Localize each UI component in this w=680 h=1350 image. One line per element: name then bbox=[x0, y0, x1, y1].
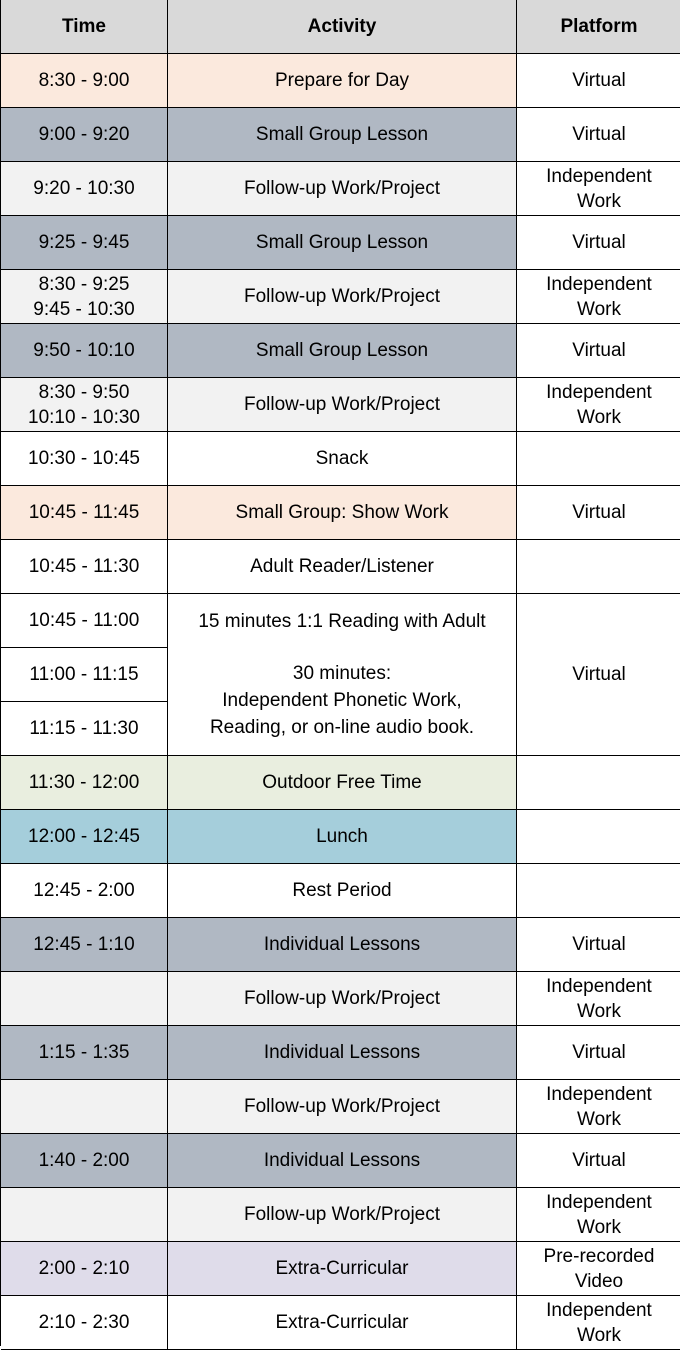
header-activity: Activity bbox=[168, 0, 517, 54]
time-cell: 11:15 - 11:30 bbox=[1, 702, 168, 756]
platform-cell: Independent Work bbox=[517, 1188, 680, 1242]
reading-activity-cell bbox=[168, 594, 517, 756]
time-cell: 1:15 - 1:35 bbox=[1, 1026, 168, 1080]
time-cell: 10:30 - 10:45 bbox=[1, 432, 168, 486]
time-cell: 9:00 - 9:20 bbox=[1, 108, 168, 162]
activity-cell: Lunch bbox=[168, 810, 517, 864]
time-cell bbox=[1, 1080, 168, 1134]
platform-cell bbox=[517, 540, 680, 594]
time-cell: 1:40 - 2:00 bbox=[1, 1134, 168, 1188]
header-platform: Platform bbox=[517, 0, 680, 54]
platform-cell: Virtual bbox=[517, 594, 680, 756]
activity-cell: Outdoor Free Time bbox=[168, 756, 517, 810]
platform-cell bbox=[517, 864, 680, 918]
activity-cell: Rest Period bbox=[168, 864, 517, 918]
time-cell: 9:50 - 10:10 bbox=[1, 324, 168, 378]
time-cell: 9:25 - 9:45 bbox=[1, 216, 168, 270]
platform-cell: Virtual bbox=[517, 918, 680, 972]
activity-cell: Small Group Lesson bbox=[168, 324, 517, 378]
activity-cell: Small Group: Show Work bbox=[168, 486, 517, 540]
time-cell: 10:45 - 11:00 bbox=[1, 594, 168, 648]
platform-cell: Virtual bbox=[517, 486, 680, 540]
time-cell: 2:10 - 2:30 bbox=[1, 1296, 168, 1350]
platform-cell: Virtual bbox=[517, 324, 680, 378]
activity-cell: Follow-up Work/Project bbox=[168, 1188, 517, 1242]
platform-cell bbox=[517, 432, 680, 486]
platform-cell: Independent Work bbox=[517, 378, 680, 432]
time-cell: 12:00 - 12:45 bbox=[1, 810, 168, 864]
activity-cell: Snack bbox=[168, 432, 517, 486]
platform-cell: Virtual bbox=[517, 108, 680, 162]
platform-cell: Independent Work bbox=[517, 1296, 680, 1350]
reading-activity-line: Reading, or on-line audio book. bbox=[209, 717, 475, 738]
activity-cell: Prepare for Day bbox=[168, 54, 517, 108]
time-cell: 2:00 - 2:10 bbox=[1, 1242, 168, 1296]
activity-cell: Follow-up Work/Project bbox=[168, 972, 517, 1026]
platform-cell: Independent Work bbox=[517, 972, 680, 1026]
platform-cell: Virtual bbox=[517, 1134, 680, 1188]
reading-activity-line: 15 minutes 1:1 Reading with Adult bbox=[198, 611, 486, 632]
time-cell: 12:45 - 2:00 bbox=[1, 864, 168, 918]
time-cell: 9:20 - 10:30 bbox=[1, 162, 168, 216]
platform-cell: Virtual bbox=[517, 54, 680, 108]
platform-cell bbox=[517, 756, 680, 810]
platform-cell: Independent Work bbox=[517, 1080, 680, 1134]
reading-activity-line: Independent Phonetic Work, bbox=[222, 690, 462, 711]
activity-cell: Follow-up Work/Project bbox=[168, 1080, 517, 1134]
time-cell: 8:30 - 9:50 10:10 - 10:30 bbox=[1, 378, 168, 432]
activity-cell: Adult Reader/Listener bbox=[168, 540, 517, 594]
time-cell bbox=[1, 972, 168, 1026]
activity-cell: Small Group Lesson bbox=[168, 108, 517, 162]
activity-cell: Extra-Curricular bbox=[168, 1242, 517, 1296]
time-cell: 10:45 - 11:30 bbox=[1, 540, 168, 594]
time-cell: 8:30 - 9:00 bbox=[1, 54, 168, 108]
platform-cell: Independent Work bbox=[517, 270, 680, 324]
activity-cell: Extra-Curricular bbox=[168, 1296, 517, 1350]
time-cell: 10:45 - 11:45 bbox=[1, 486, 168, 540]
time-cell bbox=[1, 1188, 168, 1242]
time-cell: 8:30 - 9:25 9:45 - 10:30 bbox=[1, 270, 168, 324]
time-cell: 11:00 - 11:15 bbox=[1, 648, 168, 702]
activity-cell: Small Group Lesson bbox=[168, 216, 517, 270]
activity-cell: Follow-up Work/Project bbox=[168, 162, 517, 216]
platform-cell: Pre-recorded Video bbox=[517, 1242, 680, 1296]
activity-cell: Individual Lessons bbox=[168, 1026, 517, 1080]
platform-cell bbox=[517, 810, 680, 864]
activity-cell: Individual Lessons bbox=[168, 1134, 517, 1188]
platform-cell: Virtual bbox=[517, 1026, 680, 1080]
platform-cell: Independent Work bbox=[517, 162, 680, 216]
activity-cell: Follow-up Work/Project bbox=[168, 378, 517, 432]
reading-activity-line: 30 minutes: bbox=[292, 663, 392, 684]
header-time: Time bbox=[1, 0, 168, 54]
time-cell: 12:45 - 1:10 bbox=[1, 918, 168, 972]
activity-cell: Individual Lessons bbox=[168, 918, 517, 972]
time-cell: 11:30 - 12:00 bbox=[1, 756, 168, 810]
activity-cell: Follow-up Work/Project bbox=[168, 270, 517, 324]
platform-cell: Virtual bbox=[517, 216, 680, 270]
